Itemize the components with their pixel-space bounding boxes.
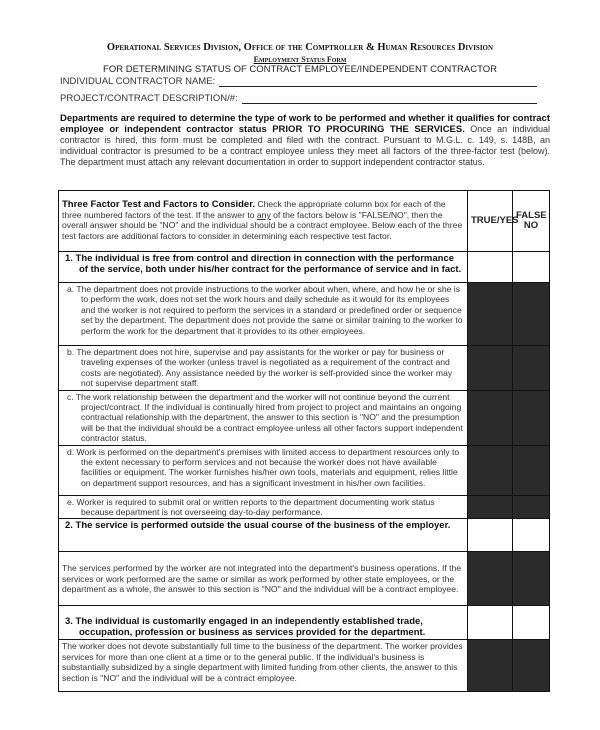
- factor-2-description: The services performed by the worker are not integrated into the department's business operations. If the services or work performed are the same or similar as work performed by other state employees, or the department as a whole, the answer to this section is "NO" and the individual will be a contract employee.: [59, 552, 468, 606]
- shaded-cell: [513, 390, 550, 445]
- factor-2-true-checkbox[interactable]: [468, 519, 513, 552]
- factor-3-true-checkbox[interactable]: [468, 606, 513, 640]
- table-row: [59, 252, 550, 283]
- intro-paragraph: [60, 113, 550, 168]
- intro-bold: Departments are required to determine the type of work to be performed and whether it qualifies for contract employee or independent contractor status PRIOR TO PROCURING THE SERVICES.: [60, 113, 550, 135]
- shaded-cell: [513, 640, 550, 692]
- factor-3: 3. The individual is customarily engaged in an independently established trade, occupation, profession or business as services provided for the department.: [59, 606, 468, 640]
- shaded-cell: [468, 495, 513, 519]
- project-description-field: [60, 93, 537, 104]
- table-header-row: [59, 191, 550, 252]
- shaded-cell: [513, 495, 550, 519]
- shaded-cell: [468, 390, 513, 445]
- project-description-label: PROJECT/CONTRACT DESCRIPTION/#:: [60, 93, 238, 104]
- instructions-cell: [59, 191, 468, 252]
- factor-1-false-checkbox[interactable]: [513, 252, 550, 283]
- shaded-cell: [513, 346, 550, 391]
- contractor-name-label: INDIVIDUAL CONTRACTOR NAME:: [60, 76, 216, 87]
- table-row: [59, 390, 550, 445]
- factor-1-true-checkbox[interactable]: [468, 252, 513, 283]
- intro-text: Once an individual contractor is hired, this form must be completed and filed with the contract. Pursuant to M.G.L. c. 149, s. 148B, an individual contractor is presumed to be a contract employee unless they meet all factors of the three-factor test (below). The department must attach any relevant documentation in order to support independent contractor status.: [60, 124, 550, 167]
- factor-1c: c. The work relationship between the department and the worker will not continue beyond the current project/contract. If the individual is continually hired from project to project and maintains an ongoing contractual relationship with the department, the answer to this section is "NO" and the presumption will be that the individual should be a contract employee unless all other factors support independent contractor status.: [59, 390, 468, 445]
- project-description-input-line[interactable]: [242, 93, 537, 104]
- shaded-cell: [513, 283, 550, 346]
- shaded-cell: [468, 346, 513, 391]
- true-column-header: TRUE/YES: [468, 191, 513, 252]
- three-factor-table: [58, 190, 550, 692]
- instructions-text: Check the appropriate column box for each of the three numbered factors of the test. If the answer to: [62, 199, 446, 220]
- factor-1a: a. The department does not provide instructions to the worker about when, where, and how he or she is to perform the work, does not set the work hours and daily schedule as it would for its employees and the worker is not required to perform the services in a standard or predefined order or sequence set by the department. The department does not provide the same or similar training to the worker to perform the work for the department that it provides to its other employees.: [59, 283, 468, 346]
- shaded-cell: [513, 552, 550, 606]
- table-row: [59, 606, 550, 640]
- false-column-header: FALSE NO: [513, 191, 550, 252]
- table-row: [59, 495, 550, 519]
- contractor-name-input-line[interactable]: [219, 76, 537, 87]
- form-purpose: FOR DETERMINING STATUS OF CONTRACT EMPLOYEE/INDEPENDENT CONTRACTOR: [103, 64, 497, 75]
- factor-1e: e. Worker is required to submit oral or written reports to the department documenting work status because department is not overseeing day-to-day performance.: [59, 495, 468, 519]
- shaded-cell: [468, 283, 513, 346]
- factor-1b: b. The department does not hire, supervise and pay assistants for the worker or pay for business or traveling expenses of the worker (unless travel is negotiated as a requirement of the contract and costs are negotiated). Any assistance needed by the worker is self-provided since the worker may not supervise department staff.: [59, 346, 468, 391]
- table-row: [59, 640, 550, 692]
- factor-3-description: The worker does not devote substantially full time to the business of the department. The worker provides services for more than one client at a time or to the general public. If the individual's business is substantially subsidized by a single department with limited funding from other clients, the answer to this section is "NO" and the individual will be a contract employee.: [59, 640, 468, 692]
- shaded-cell: [513, 445, 550, 495]
- factor-1: 1. The individual is free from control and direction in connection with the performance of the service, both under his/her contract for the performance of service and in fact.: [59, 252, 468, 283]
- table-row: [59, 445, 550, 495]
- factor-2-false-checkbox[interactable]: [513, 519, 550, 552]
- form-title: Employment Status Form: [253, 55, 347, 64]
- shaded-cell: [468, 445, 513, 495]
- table-row: [59, 283, 550, 346]
- factor-3-false-checkbox[interactable]: [513, 606, 550, 640]
- table-row: [59, 519, 550, 552]
- shaded-cell: [468, 640, 513, 692]
- instructions-text-2: of the factors below is "FALSE/NO", then the overall answer should be "NO" and the individual should be a contract employee. Below each of the three test factors are additional factors to consider in determining each respective test factor.: [62, 210, 463, 241]
- form-org-title: Operational Services Division, Office of the Comptroller & Human Resources Division: [106, 42, 494, 53]
- table-row: [59, 552, 550, 606]
- factor-2: 2. The service is performed outside the usual course of the business of the employer.: [59, 519, 468, 552]
- shaded-cell: [468, 552, 513, 606]
- contractor-name-field: [60, 76, 537, 87]
- table-row: [59, 346, 550, 391]
- instructions-any: any: [256, 210, 271, 220]
- instructions-heading: Three Factor Test and Factors to Consider.: [62, 199, 256, 210]
- factor-1d: d. Work is performed on the department's premises with limited access to department resources only to the extent necessary to perform services and not because the worker does not have available facilities or equipment. The worker furnishes his/her own tools, materials and equipment, relies little on department support resources, and has a significant investment in his/her own facilities.: [59, 445, 468, 495]
